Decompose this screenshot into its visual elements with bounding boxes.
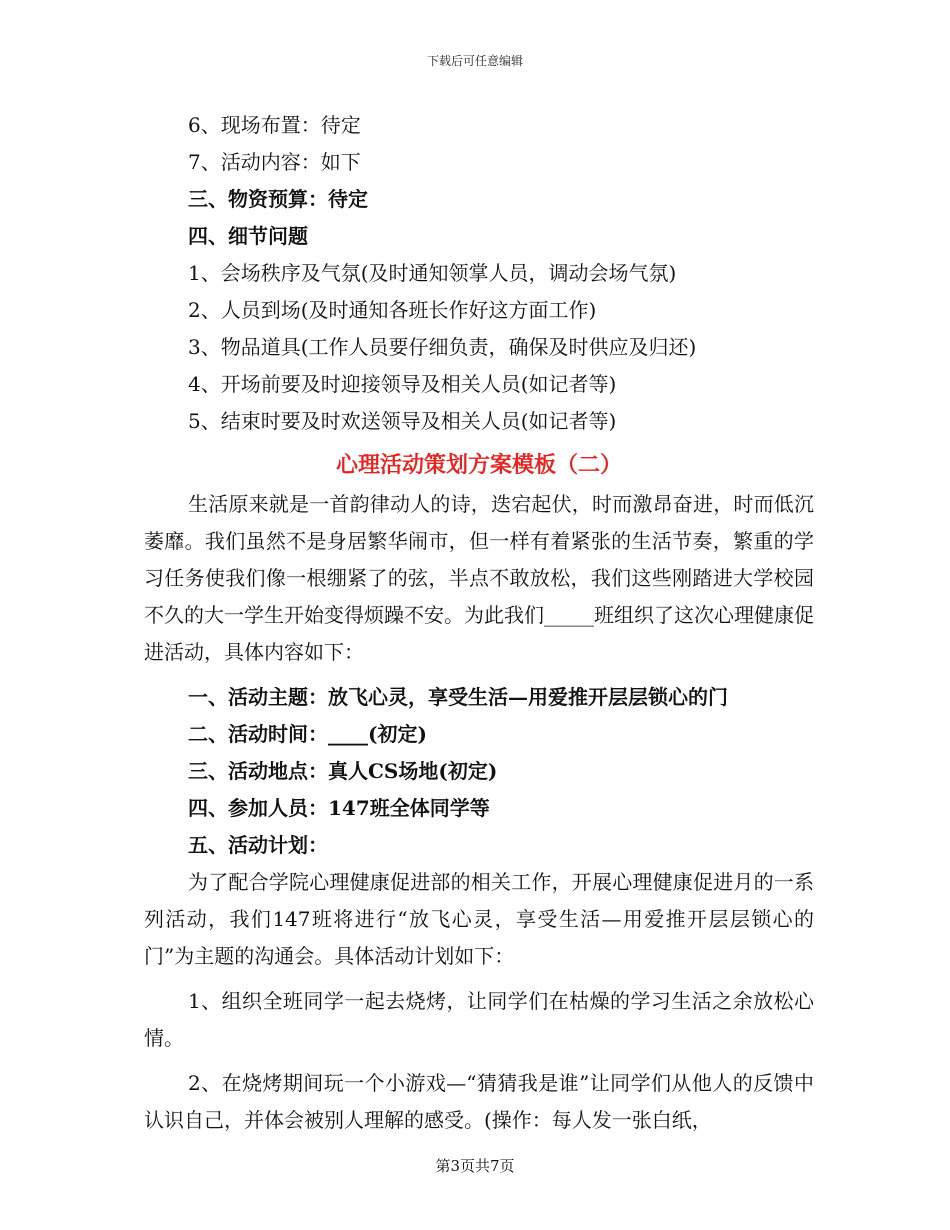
item-6-layout: 6、现场布置：待定 [188,113,361,137]
intro-paragraph: 生活原来就是一首韵律动人的诗，迭宕起伏，时而激昂奋进，时而低沉萎靡。我们虽然不是身居繁华闹市，但一样有着紧张的生活节奏，繁重的学习任务使我们像一根绷紧了的弦，半点不敢放松，我们这些刚踏进大学校园不久的大一学生开始变得烦躁不安。为此我们_____班组织了这次心理健康促进活动，具体内容如下： [144,492,814,664]
plan-item-1: 1、组织全班同学一起去烧烤，让同学们在枯燥的学习生活之余放松心情。 [144,989,814,1050]
page-footer: 第3页共7页 [435,1157,515,1175]
detail-item: 4、开场前要及时迎接领导及相关人员(如记者等) [188,372,617,396]
activity-participants: 四、参加人员：147班全体同学等 [188,796,490,820]
document-body [144,107,814,1139]
activity-time: 二、活动时间：____(初定) [188,722,427,746]
detail-item: 5、结束时要及时欢送领导及相关人员(如记者等) [188,409,617,433]
item-7-content: 7、活动内容：如下 [188,150,361,174]
plan-item-2: 2、在烧烤期间玩一个小游戏—“猜猜我是谁”让同学们从他人的反馈中认识自己，并体会被别人理解的感受。(操作：每人发一张白纸， [144,1071,814,1132]
detail-item: 1、会场秩序及气氛(及时通知领掌人员，调动会场气氛) [188,261,677,285]
page-header: 下载后可任意编辑 [426,54,523,68]
activity-theme: 一、活动主题：放飞心灵，享受生活—用爱推开层层锁心的门 [188,685,728,709]
section-title: 心理活动策划方案模板（二） [335,452,622,478]
details-heading: 四、细节问题 [188,224,308,248]
budget-heading: 三、物资预算：待定 [188,187,368,211]
detail-item: 3、物品道具(工作人员要仔细负责，确保及时供应及归还) [188,335,697,359]
activity-place: 三、活动地点：真人CS场地(初定) [188,759,498,783]
plan-intro-paragraph: 为了配合学院心理健康促进部的相关工作，开展心理健康促进月的一系列活动，我们147班将进行“放飞心灵，享受生活—用爱推开层层锁心的门”为主题的沟通会。具体活动计划如下： [144,870,814,968]
plan-heading: 五、活动计划： [188,833,328,857]
detail-item: 2、人员到场(及时通知各班长作好这方面工作) [188,298,597,322]
